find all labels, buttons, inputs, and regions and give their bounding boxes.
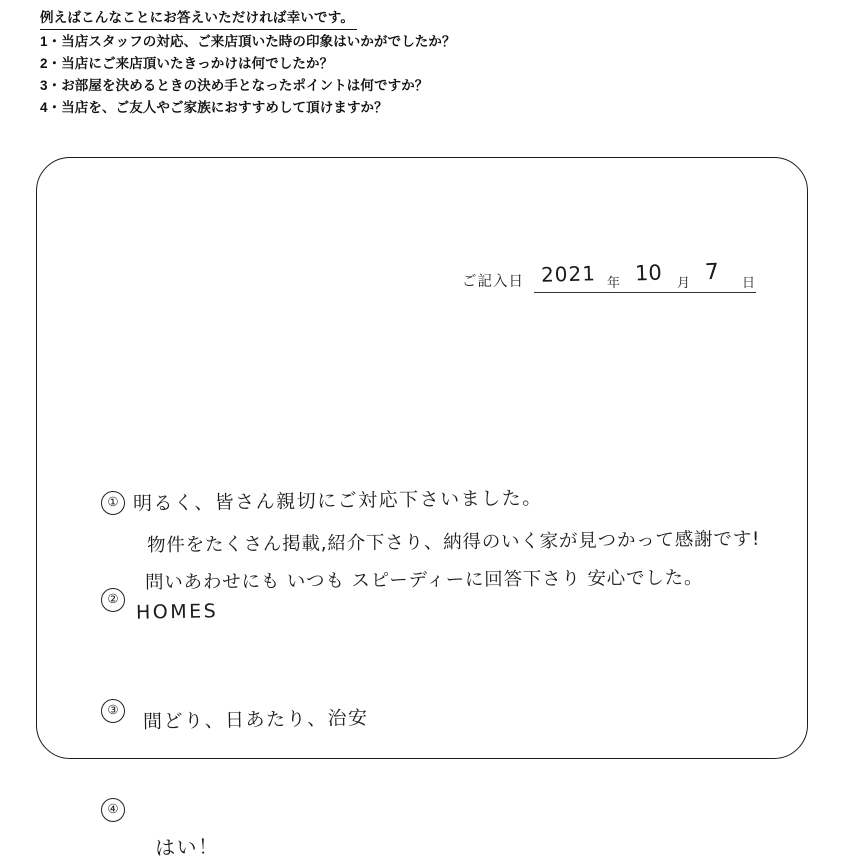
- header-title-underline: [40, 29, 357, 30]
- date-year-value: 2021: [540, 261, 597, 287]
- date-month-unit: 月: [677, 275, 691, 290]
- date-year-unit: 年: [607, 275, 621, 290]
- answer-1-line-1: 明るく、皆さん親切にご対応下さいました。: [132, 487, 543, 515]
- answer-1-line-2: 物件をたくさん掲載,紹介下さり、納得のいく家が見つかって感謝です!: [146, 528, 761, 557]
- date-field: [462, 259, 762, 296]
- answer-number-4: ④: [101, 798, 125, 822]
- question-item-3: 3・お部屋を決めるときの決め手となったポイントは何ですか？: [40, 77, 429, 93]
- date-underline: [534, 292, 756, 293]
- answer-number-1: ①: [101, 491, 125, 515]
- date-label: ご記入日: [462, 274, 524, 290]
- question-item-4: 4・当店を、ご友人やご家族におすすめして頂けますか？: [40, 99, 388, 115]
- answer-4-line-1: はい！: [154, 834, 220, 860]
- answer-2-line-1: HOMES: [135, 600, 219, 624]
- date-day-unit: 日: [742, 275, 756, 290]
- answer-card: [36, 157, 808, 860]
- header-title: 例えばこんなことにお答えいただければ幸いです。: [40, 10, 355, 25]
- answer-number-2: ②: [101, 588, 125, 612]
- questionnaire-header: [40, 8, 800, 119]
- answer-number-3: ③: [101, 699, 125, 723]
- answer-3-line-1: 間どり、日あたり、治安: [142, 707, 369, 733]
- date-month-value: 10: [634, 260, 663, 286]
- answer-1-line-3: 問いあわせにも いつも スピーディーに回答下さり 安心でした。: [144, 567, 704, 594]
- date-day-value: 7: [704, 259, 720, 286]
- question-item-1: 1・当店スタッフの対応、ご来店頂いた時の印象はいかがでしたか？: [40, 34, 456, 50]
- question-item-2: 2・当店にご来店頂いたきっかけは何でしたか？: [40, 56, 334, 72]
